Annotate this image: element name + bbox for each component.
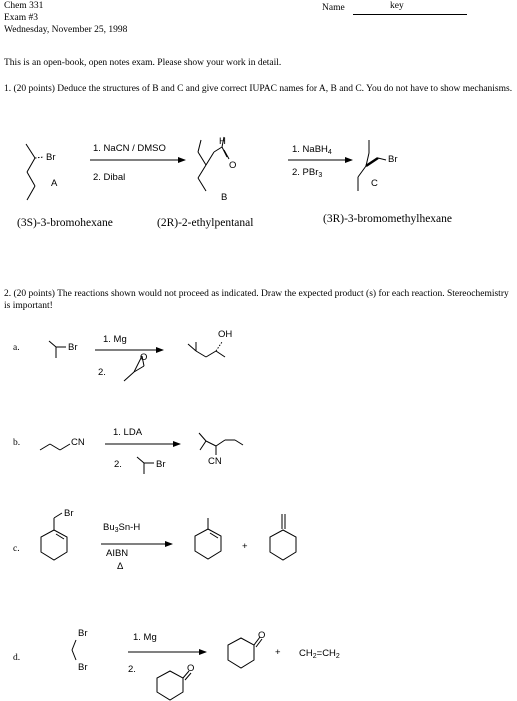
part-d-arrow — [128, 632, 206, 700]
part-a-reagent-2: 2. — [98, 367, 106, 378]
name-compound-b: (2R)-2-ethylpentanal — [157, 217, 254, 229]
part-b-reagent-2: 2. — [114, 459, 122, 470]
part-d-product — [228, 630, 265, 668]
part-a-label: a. — [13, 343, 20, 353]
part-c-reactant — [41, 508, 74, 560]
step1-reagent-1: 1. NaCN / DMSO — [93, 143, 166, 154]
compound-b-label: B — [221, 192, 228, 203]
part-c-plus: + — [242, 541, 248, 552]
part-b-product-cn: CN — [208, 456, 222, 467]
name-compound-a: (3S)-3-bromohexane — [17, 217, 113, 229]
part-a-reactant — [49, 341, 78, 358]
part-d-br-2: Br — [78, 662, 88, 673]
compound-a-label: A — [51, 178, 58, 189]
part-b-reactant — [40, 437, 85, 450]
part-d-ethylene: $CH_2=CH_2$ — [299, 648, 340, 660]
part-d-label: d. — [13, 653, 21, 663]
part-b-arrow — [105, 427, 180, 474]
reaction-arrow-1 — [90, 143, 185, 183]
name-label: Name — [322, 3, 345, 13]
compound-c-label: C — [371, 178, 378, 189]
part-b-reagent-1: 1. LDA — [113, 427, 143, 438]
part-d-reagent-2: 2. — [128, 664, 136, 675]
course-title: Chem 331 — [4, 1, 44, 11]
part-c-delta: Δ — [117, 561, 124, 572]
part-c-aibn: AIBN — [106, 548, 129, 559]
exam-number: Exam #3 — [4, 13, 39, 23]
step2-reagent-2: 2. PBr$_3$ — [292, 167, 323, 179]
compound-c-br: Br — [388, 154, 398, 165]
part-c-product-2 — [270, 514, 296, 560]
part-d-product-o: O — [258, 630, 266, 641]
name-value: key — [390, 1, 404, 11]
part-a-oh: OH — [218, 329, 233, 340]
step1-reagent-2: 2. Dibal — [93, 172, 126, 183]
part-a-product — [188, 329, 232, 357]
part-a-arrow — [95, 334, 163, 381]
compound-b-structure — [198, 136, 236, 203]
compound-b-o: O — [229, 160, 237, 171]
compound-a-br: Br — [46, 152, 56, 163]
part-d-reagent-o: O — [187, 663, 195, 674]
part-a-reagent-1: 1. Mg — [103, 334, 127, 345]
part-c-reagent: $Bu_3Sn-H$ — [103, 522, 141, 534]
question-1-prompt: 1. (20 points) Deduce the structures of B and C and give correct IUPAC names for A, B and C. You do not have to show mechanisms. — [4, 84, 513, 94]
part-c-arrow — [101, 522, 172, 572]
compound-b-h: H — [219, 136, 226, 147]
part-a-epoxide-o: O — [140, 352, 148, 363]
compound-a-structure — [26, 144, 58, 200]
part-d-br-1: Br — [78, 628, 88, 639]
instructions: This is an open-book, open notes exam. Please show your work in detail. — [4, 58, 282, 68]
exam-date: Wednesday, November 25, 1998 — [4, 25, 128, 35]
name-compound-c: (3R)-3-bromomethylhexane — [323, 213, 453, 225]
compound-c-structure — [358, 140, 398, 191]
part-c-label: c. — [13, 544, 20, 554]
part-d-plus: + — [275, 647, 281, 658]
part-b-product — [199, 433, 243, 467]
part-d-reagent-1: 1. Mg — [133, 632, 157, 643]
part-c-br: Br — [64, 508, 74, 519]
part-b-cn: CN — [71, 437, 85, 448]
part-b-br: Br — [156, 459, 166, 470]
step2-reagent-1: 1. NaBH$_4$ — [292, 144, 332, 156]
reaction-arrow-2 — [288, 144, 352, 179]
part-a-br: Br — [68, 342, 78, 353]
part-c-product-1 — [195, 518, 221, 559]
part-b-label: b. — [13, 438, 21, 448]
part-d-reactant — [72, 628, 88, 673]
question-2-prompt: 2. (20 points) The reactions shown would not proceed as indicated. Draw the expected product (s) for each reaction. Stereochemistry is important! — [4, 289, 509, 311]
